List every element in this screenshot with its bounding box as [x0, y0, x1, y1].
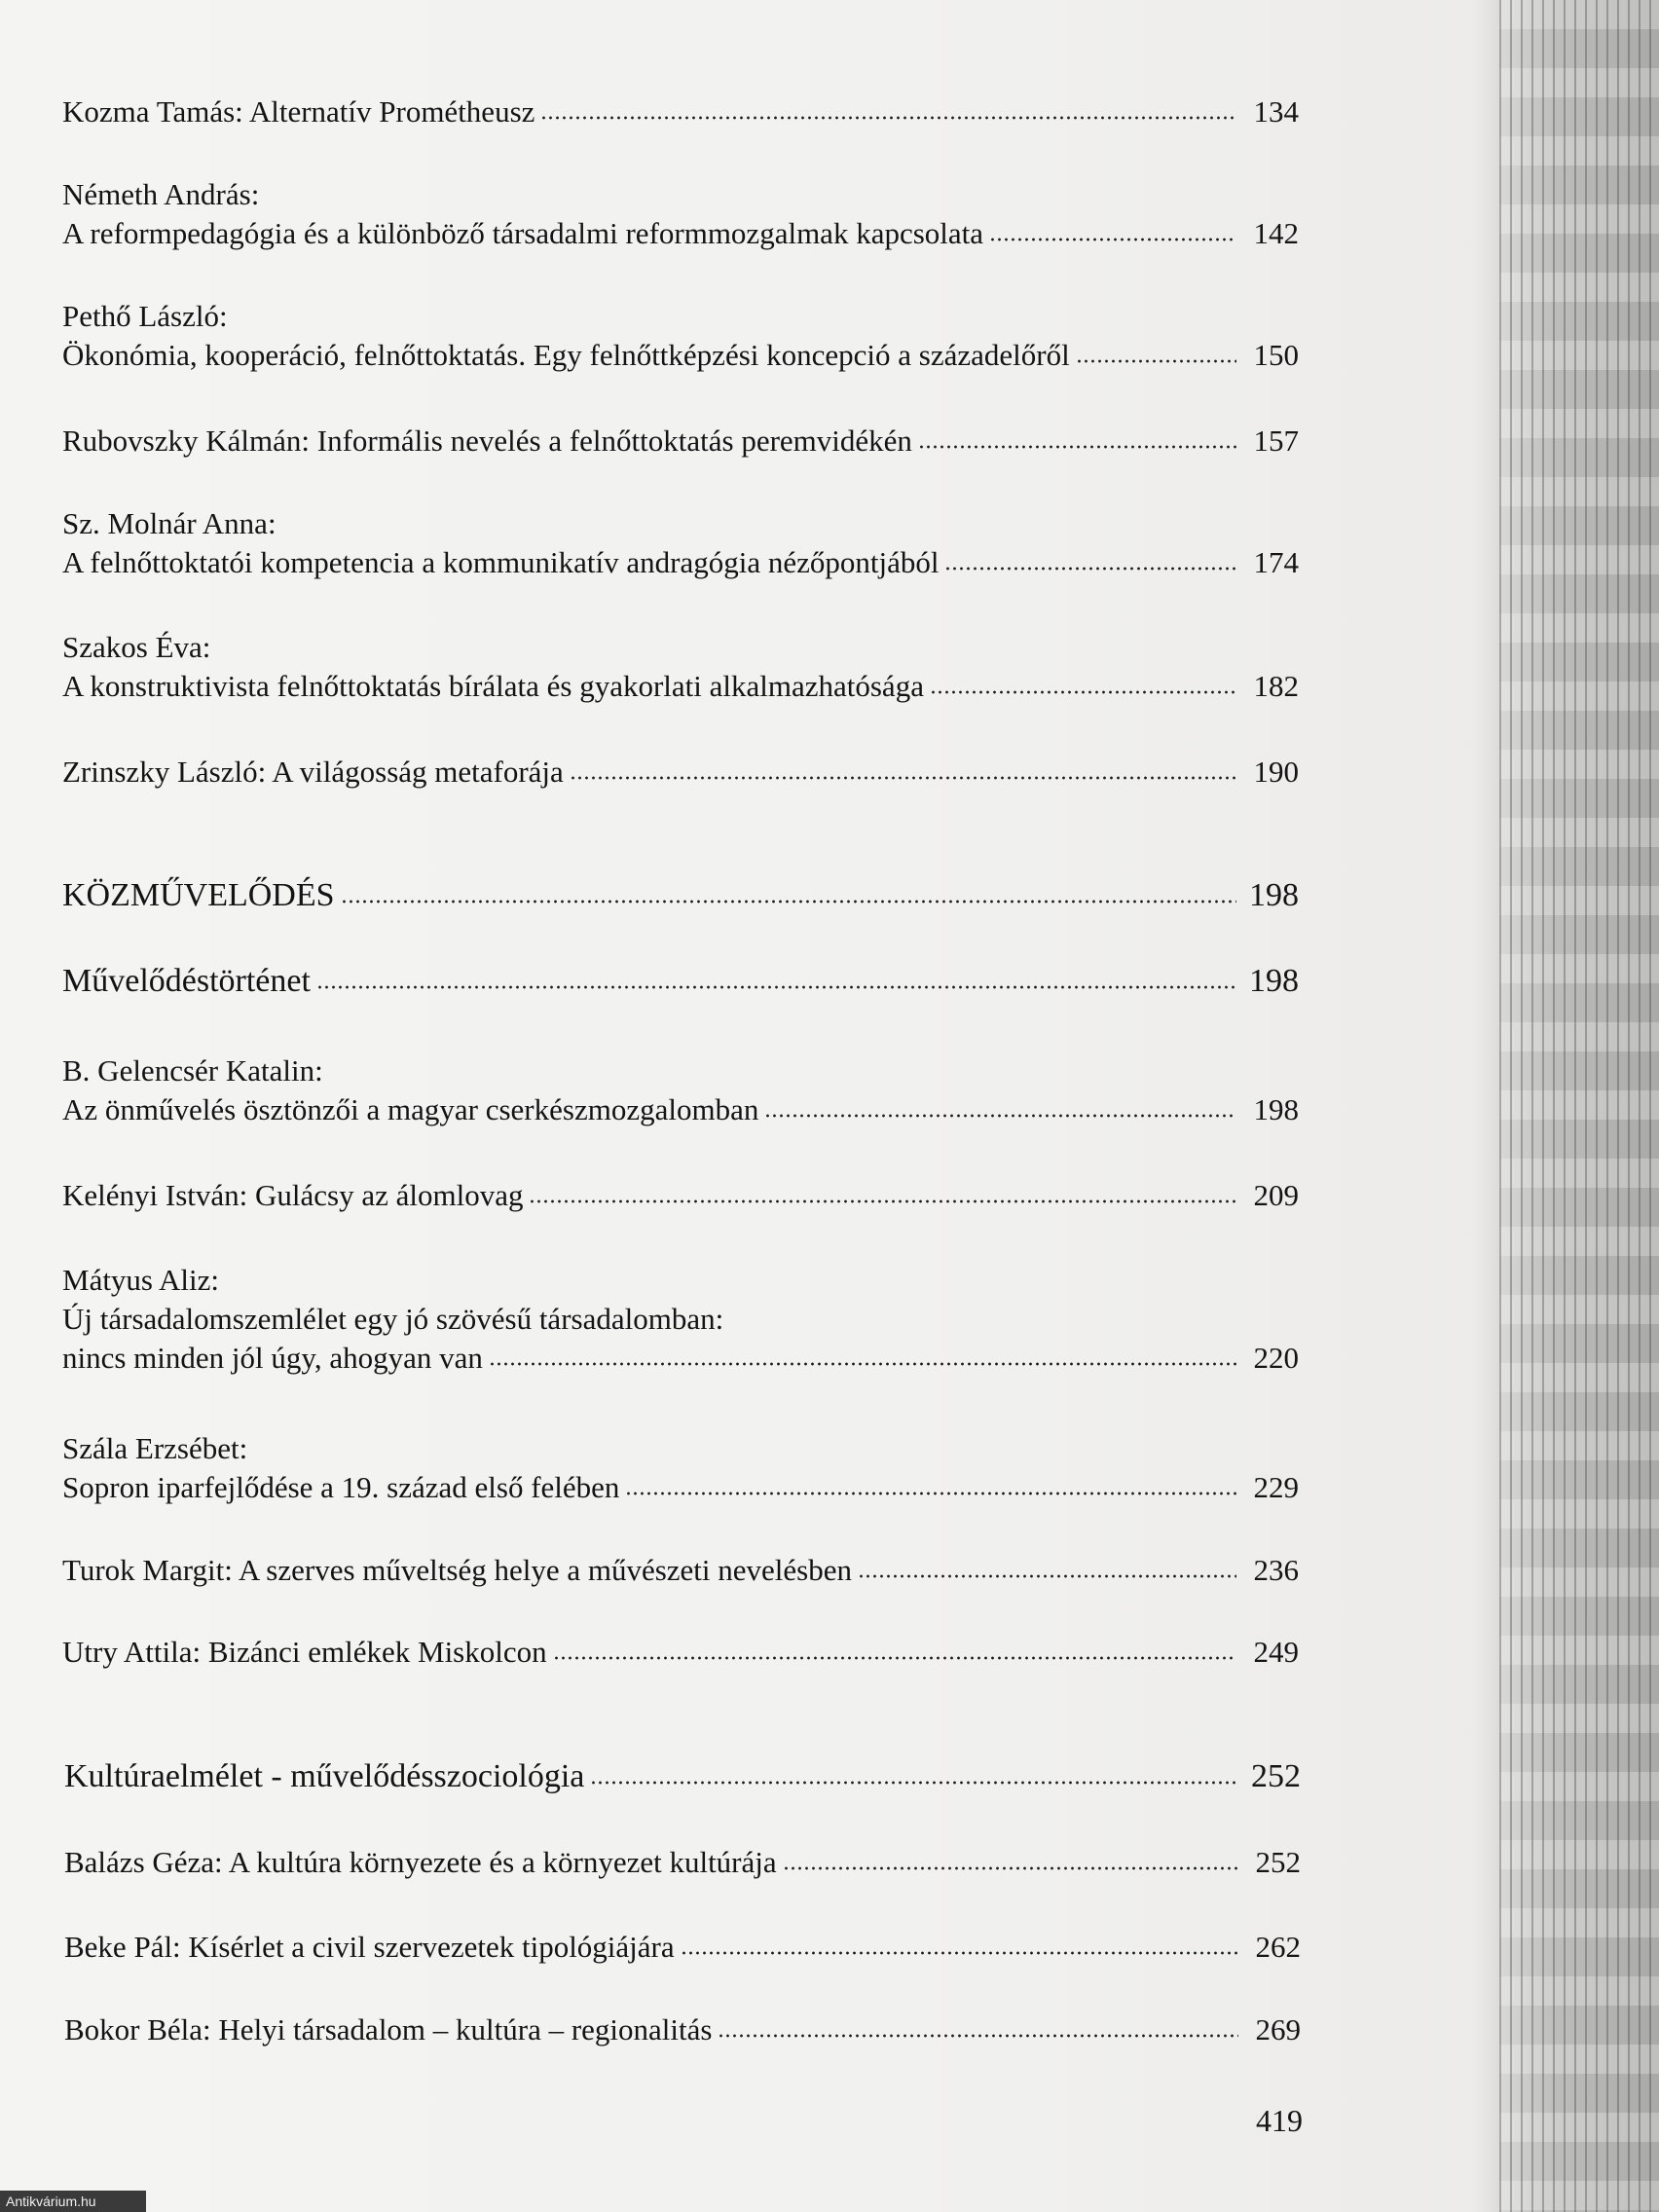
toc-page: 134 — [1253, 94, 1299, 129]
toc-title: Zrinszky László: A világosság metaforája — [62, 755, 564, 789]
toc-entry — [64, 1928, 1301, 1967]
toc-section-entry — [62, 876, 1299, 915]
leader-dots — [529, 1199, 1236, 1203]
toc-author: Szála Erzsébet: — [62, 1431, 248, 1465]
toc-title: Beke Pál: Kísérlet a civil szervezetek tipológiájára — [64, 1930, 675, 1964]
toc-entry — [62, 297, 1299, 375]
toc-page: 174 — [1253, 545, 1299, 579]
toc-entry — [64, 1843, 1301, 1882]
toc-title: Sopron iparfejlődése a 19. század első felében — [62, 1470, 620, 1504]
leader-dots — [540, 116, 1236, 120]
leader-dots — [553, 1656, 1236, 1660]
toc-entry — [62, 1176, 1299, 1215]
toc-author: Sz. Molnár Anna: — [62, 506, 276, 540]
toc-subsection-entry — [62, 962, 1299, 1001]
toc-page: 252 — [1255, 1845, 1301, 1879]
toc-page: 249 — [1253, 1635, 1299, 1669]
leader-dots — [858, 1574, 1236, 1578]
leader-dots — [944, 567, 1236, 571]
toc-page: 229 — [1253, 1470, 1299, 1504]
toc-page: 269 — [1255, 2012, 1301, 2046]
toc-author: Pethő László: — [62, 299, 228, 333]
toc-entry — [64, 2010, 1301, 2049]
toc-entry — [62, 1051, 1299, 1129]
toc-author: Németh András: — [62, 177, 260, 211]
toc-entry — [62, 1633, 1299, 1672]
toc-entry — [62, 1429, 1299, 1507]
toc-title: Ökonómia, kooperáció, felnőttoktatás. Egy felnőttképzési koncepció a századelőről — [62, 338, 1070, 372]
leader-dots — [489, 1362, 1236, 1366]
toc-entry — [62, 753, 1299, 792]
toc-author: Szakos Éva: — [62, 630, 211, 664]
toc-page: 190 — [1253, 755, 1299, 789]
leader-dots — [918, 445, 1236, 449]
toc-title: A konstruktivista felnőttoktatás bírálata és gyakorlati alkalmazhatósága — [62, 669, 924, 703]
leader-dots — [989, 238, 1236, 241]
subsection-title: Kultúraelmélet - művelődésszociológia — [64, 1758, 585, 1794]
toc-subsection-entry — [64, 1757, 1301, 1796]
leader-dots — [570, 776, 1236, 780]
toc-entry — [62, 422, 1299, 461]
toc-title: Kelényi István: Gulácsy az álomlovag — [62, 1178, 524, 1212]
leader-dots — [625, 1492, 1236, 1495]
leader-dots — [783, 1866, 1238, 1870]
toc-page: 142 — [1253, 216, 1299, 250]
toc-title: Bokor Béla: Helyi társadalom – kultúra – regionalitás — [64, 2012, 713, 2046]
toc-title: Utry Attila: Bizánci emlékek Miskolcon — [62, 1635, 547, 1669]
toc-page: 209 — [1253, 1178, 1299, 1212]
toc-author: B. Gelencsér Katalin: — [62, 1053, 323, 1088]
toc-entry — [62, 92, 1299, 131]
toc-entry — [62, 504, 1299, 582]
page-number: 419 — [1256, 2103, 1303, 2138]
leader-dots — [341, 900, 1236, 903]
toc-title: Kozma Tamás: Alternatív Prométheusz — [62, 94, 535, 129]
leader-dots — [681, 1951, 1238, 1955]
leader-dots — [718, 2034, 1238, 2038]
toc-author: Mátyus Aliz: — [62, 1263, 220, 1297]
toc-title: A felnőttoktatói kompetencia a kommunikatív andragógia nézőpontjából — [62, 545, 940, 579]
toc-page: 198 — [1249, 963, 1299, 999]
toc-title: Turok Margit: A szerves műveltség helye a művészeti nevelésben — [62, 1553, 852, 1587]
toc-page: 252 — [1251, 1758, 1301, 1794]
leader-dots — [764, 1114, 1236, 1118]
toc-title: A reformpedagógia és a különböző társadalmi reformmozgalmak kapcsolata — [62, 216, 984, 250]
toc-page: 198 — [1249, 877, 1299, 913]
leader-dots — [1076, 359, 1236, 363]
toc-page: 182 — [1253, 669, 1299, 703]
toc-page: 236 — [1253, 1553, 1299, 1587]
toc-entry — [62, 628, 1299, 706]
toc-title: Rubovszky Kálmán: Informális nevelés a felnőttoktatás peremvidékén — [62, 424, 912, 458]
section-title: KÖZMŰVELŐDÉS — [62, 877, 335, 913]
toc-title: Az önművelés ösztönzői a magyar cserkészmozgalomban — [62, 1092, 759, 1126]
leader-dots — [590, 1781, 1238, 1785]
leader-dots — [316, 985, 1236, 989]
book-spine — [1499, 0, 1659, 2212]
toc-entry — [62, 1551, 1299, 1590]
toc-page: 262 — [1255, 1930, 1301, 1964]
toc-entry — [62, 175, 1299, 253]
subsection-title: Művelődéstörténet — [62, 963, 311, 999]
watermark: Antikvárium.hu — [0, 2191, 146, 2212]
toc-page: 220 — [1253, 1341, 1299, 1375]
toc-page: 157 — [1253, 424, 1299, 458]
toc-page: 150 — [1253, 338, 1299, 372]
toc-title: Balázs Géza: A kultúra környezete és a környezet kultúrája — [64, 1845, 777, 1879]
toc-page: 198 — [1253, 1092, 1299, 1126]
toc-title-line: Új társadalomszemlélet egy jó szövésű társadalomban: — [62, 1302, 724, 1336]
toc-title: nincs minden jól úgy, ahogyan van — [62, 1341, 483, 1375]
toc-entry — [62, 1261, 1299, 1378]
leader-dots — [930, 690, 1236, 694]
